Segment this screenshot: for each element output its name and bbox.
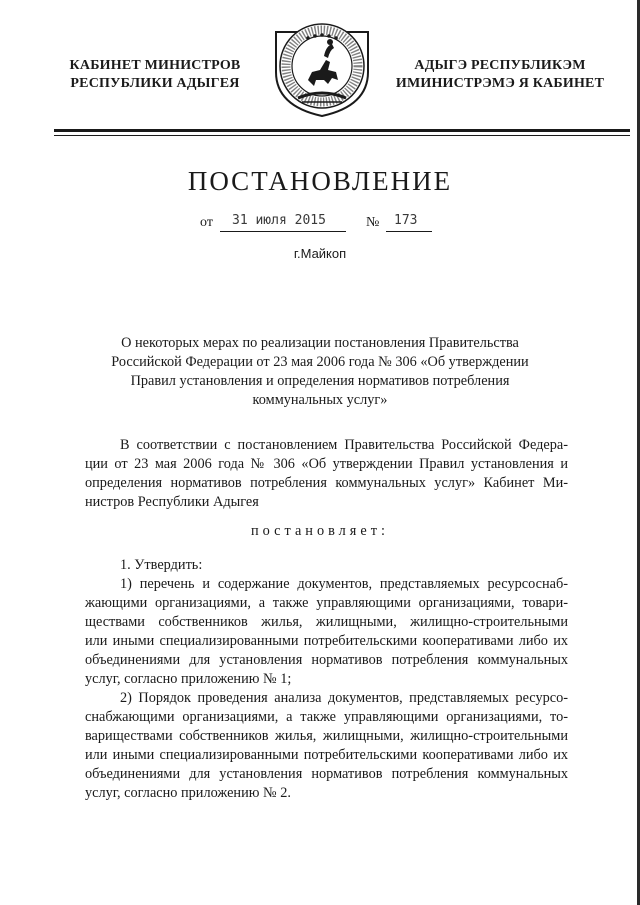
subitem-line: услуг, согласно приложению № 1; (85, 671, 292, 687)
item-1-title: 1. Утвердить: (120, 557, 203, 573)
subject-line: Правил установления и определения нормативов потребления (130, 373, 510, 389)
issuer-line-2: РЕСПУБЛИКИ АДЫГЕЯ (70, 76, 240, 91)
number-value: 173 (394, 213, 418, 228)
subitem-line: услуг, согласно приложению № 2. (85, 785, 291, 801)
number-underline (386, 231, 432, 232)
subitem-line: или иными специализированными потребительскими кооперативами либо их (85, 633, 568, 649)
preamble-line: В соответствии с постановлением Правительства Российской Федера- (120, 437, 568, 453)
header-divider-thick (54, 129, 630, 132)
date-value: 31 июля 2015 (232, 213, 326, 228)
issuer-line-1: АДЫГЭ РЕСПУБЛИКЭМ (414, 58, 586, 73)
subitem-line: объединениями для установления нормативов потребления коммунальных (85, 652, 568, 668)
issuer-name-adyghe (384, 57, 616, 93)
issuer-line-2: ИМИНИСТРЭМЭ Я КАБИНЕТ (395, 76, 605, 91)
subitem-line: объединениями для установления нормативов потребления коммунальных (85, 766, 568, 782)
subitem-line: жающими организациями, а также управляющими организациями, товари- (85, 595, 568, 611)
subject-line: О некоторых мерах по реализации постановления Правительства (121, 335, 519, 351)
header-divider-thin (54, 135, 630, 136)
date-number-line (200, 212, 460, 232)
issue-city: г.Майкоп (293, 246, 347, 261)
subitem-line: вариществами собственников жилья, жилищными, жилищно-строительными (85, 728, 568, 744)
preamble-line: определения нормативов потребления коммунальных услуг» Кабинет Ми- (85, 475, 568, 491)
document-subject (90, 334, 550, 410)
subitem-line: 1) перечень и содержание документов, представляемых ресурсоснаб- (120, 576, 568, 592)
subitem-line: или иными специализированными потребительскими кооперативами либо их (85, 747, 568, 763)
subitem-line: снабжающими организациями, а также управляющими организациями, то- (85, 709, 568, 725)
issuer-name-russian (52, 57, 258, 93)
subject-line: коммунальных услуг» (252, 392, 388, 408)
resolves-word: постановляет: (251, 523, 389, 539)
subject-line: Российской Федерации от 23 мая 2006 года № 306 «Об утверждении (111, 354, 529, 370)
number-label: № (366, 215, 380, 230)
preamble-line: ции от 23 мая 2006 года № 306 «Об утверждении Правил установления и (85, 456, 568, 472)
document-title: ПОСТАНОВЛЕНИЕ (187, 166, 453, 196)
subitem-line: ществами собственников жилья, жилищными, жилищно-строительными (85, 614, 568, 630)
subitem-line: 2) Порядок проведения анализа документов, представляемых ресурсо- (120, 690, 568, 706)
date-underline (220, 231, 346, 232)
coat-of-arms-emblem (268, 14, 376, 120)
preamble-line: нистров Республики Адыгея (85, 494, 259, 510)
date-from-label: от (200, 215, 213, 230)
issuer-line-1: КАБИНЕТ МИНИСТРОВ (69, 58, 241, 73)
